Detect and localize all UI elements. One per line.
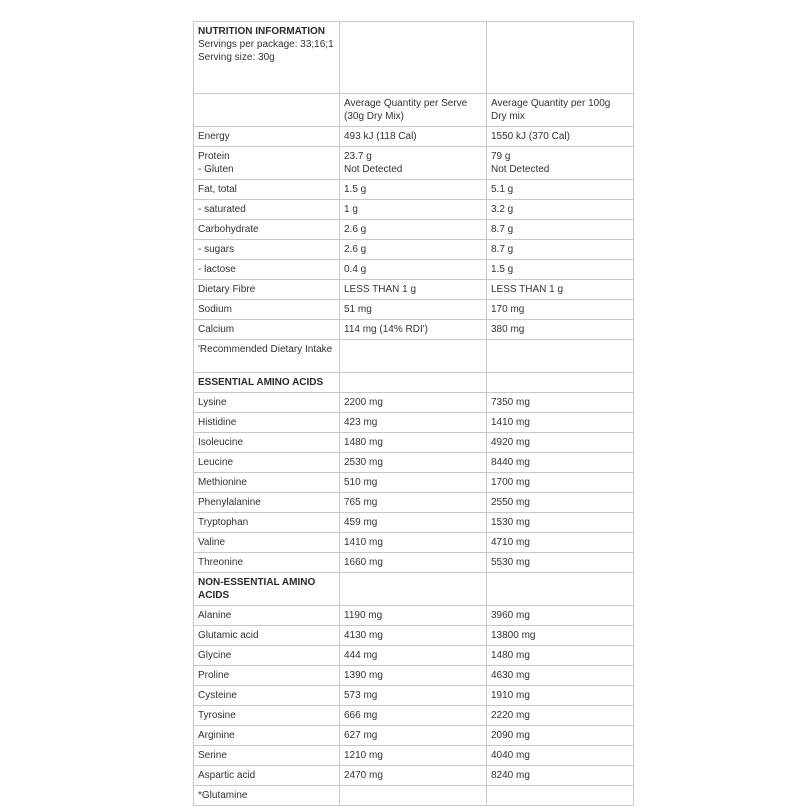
- row-label: Methionine: [194, 473, 340, 493]
- per-100g-value: 5530 mg: [487, 553, 634, 573]
- per-100g-value: 8.7 g: [487, 220, 634, 240]
- per-serve-value: LESS THAN 1 g: [340, 280, 487, 300]
- table-row: [194, 706, 634, 726]
- empty-cell: [340, 786, 487, 806]
- rdi-note-row: [194, 340, 634, 373]
- row-label: Threonine: [194, 553, 340, 573]
- per-serve-value: 510 mg: [340, 473, 487, 493]
- per-100g-value: 4710 mg: [487, 533, 634, 553]
- table-row: [194, 746, 634, 766]
- column-header-row: [194, 94, 634, 127]
- per-100g-value: 4630 mg: [487, 666, 634, 686]
- table-row: [194, 220, 634, 240]
- per-serve-value: 2200 mg: [340, 393, 487, 413]
- per-100g-value: 1410 mg: [487, 413, 634, 433]
- row-label: Tyrosine: [194, 706, 340, 726]
- glutamine-note: *Glutamine: [194, 786, 340, 806]
- row-label: Glutamic acid: [194, 626, 340, 646]
- rdi-note: 'Recommended Dietary Intake: [194, 340, 340, 373]
- empty-cell: [194, 94, 340, 127]
- per-100g-value: 1480 mg: [487, 646, 634, 666]
- table-row: [194, 626, 634, 646]
- row-label: - sugars: [194, 240, 340, 260]
- table-row: [194, 553, 634, 573]
- per-100g-value: 1910 mg: [487, 686, 634, 706]
- row-label: Protein - Gluten: [194, 147, 340, 180]
- non-essential-amino-acids-heading: NON-ESSENTIAL AMINO ACIDS: [194, 573, 340, 606]
- table-row: [194, 413, 634, 433]
- column-header-per-100g: Average Quantity per 100g Dry mix: [487, 94, 634, 127]
- per-100g-value: 13800 mg: [487, 626, 634, 646]
- table-row: [194, 180, 634, 200]
- row-label: - saturated: [194, 200, 340, 220]
- essential-amino-acids-heading: ESSENTIAL AMINO ACIDS: [194, 373, 340, 393]
- empty-cell: [487, 373, 634, 393]
- per-serve-value: 423 mg: [340, 413, 487, 433]
- per-100g-value: 2550 mg: [487, 493, 634, 513]
- table-row: [194, 240, 634, 260]
- row-label: Cysteine: [194, 686, 340, 706]
- per-serve-value: 2.6 g: [340, 220, 487, 240]
- per-serve-value: 1480 mg: [340, 433, 487, 453]
- per-100g-value: 4920 mg: [487, 433, 634, 453]
- per-100g-value: 170 mg: [487, 300, 634, 320]
- non-essential-heading-row: [194, 573, 634, 606]
- row-label: Arginine: [194, 726, 340, 746]
- empty-cell: [487, 786, 634, 806]
- empty-cell: [340, 22, 487, 94]
- row-label: Energy: [194, 127, 340, 147]
- per-100g-value: 1.5 g: [487, 260, 634, 280]
- row-label: Glycine: [194, 646, 340, 666]
- per-serve-value: 1660 mg: [340, 553, 487, 573]
- per-100g-value: 2090 mg: [487, 726, 634, 746]
- empty-cell: [340, 573, 487, 606]
- table-row: [194, 533, 634, 553]
- empty-cell: [340, 373, 487, 393]
- per-serve-value: 2.6 g: [340, 240, 487, 260]
- row-label: Serine: [194, 746, 340, 766]
- per-100g-value: 1530 mg: [487, 513, 634, 533]
- row-label: Histidine: [194, 413, 340, 433]
- row-label: Isoleucine: [194, 433, 340, 453]
- per-serve-value: 666 mg: [340, 706, 487, 726]
- glutamine-note-row: [194, 786, 634, 806]
- per-100g-value: LESS THAN 1 g: [487, 280, 634, 300]
- empty-cell: [487, 22, 634, 94]
- empty-cell: [487, 573, 634, 606]
- per-serve-value: 1 g: [340, 200, 487, 220]
- essential-amino-acids-section: [194, 393, 634, 573]
- per-100g-value: 7350 mg: [487, 393, 634, 413]
- table-row: [194, 666, 634, 686]
- per-serve-value: 1190 mg: [340, 606, 487, 626]
- per-100g-value: 5.1 g: [487, 180, 634, 200]
- empty-cell: [340, 340, 487, 373]
- row-label: Calcium: [194, 320, 340, 340]
- row-label: Valine: [194, 533, 340, 553]
- table-row: [194, 726, 634, 746]
- table-row: [194, 260, 634, 280]
- table-row: [194, 493, 634, 513]
- nutrition-title: NUTRITION INFORMATION: [198, 26, 326, 37]
- per-100g-value: 3.2 g: [487, 200, 634, 220]
- per-serve-value: 0.4 g: [340, 260, 487, 280]
- per-100g-value: 1700 mg: [487, 473, 634, 493]
- per-serve-value: 459 mg: [340, 513, 487, 533]
- per-serve-value: 1390 mg: [340, 666, 487, 686]
- row-label: Tryptophan: [194, 513, 340, 533]
- per-100g-value: 3960 mg: [487, 606, 634, 626]
- empty-cell: [487, 340, 634, 373]
- non-essential-amino-acids-section: [194, 606, 634, 786]
- table-row: [194, 300, 634, 320]
- per-100g-value: 8.7 g: [487, 240, 634, 260]
- table-row: [194, 646, 634, 666]
- table-row: [194, 686, 634, 706]
- table-row: [194, 766, 634, 786]
- per-serve-value: 114 mg (14% RDI'): [340, 320, 487, 340]
- row-label: Phenylalanine: [194, 493, 340, 513]
- column-header-per-serve: Average Quantity per Serve (30g Dry Mix): [340, 94, 487, 127]
- row-label: Leucine: [194, 453, 340, 473]
- essential-heading-row: [194, 373, 634, 393]
- row-label: Dietary Fibre: [194, 280, 340, 300]
- per-100g-value: 8440 mg: [487, 453, 634, 473]
- per-100g-value: 1550 kJ (370 Cal): [487, 127, 634, 147]
- per-serve-value: 493 kJ (118 Cal): [340, 127, 487, 147]
- row-label: Carbohydrate: [194, 220, 340, 240]
- per-serve-value: 573 mg: [340, 686, 487, 706]
- row-label: Proline: [194, 666, 340, 686]
- table-header-row: [194, 22, 634, 94]
- row-label: Alanine: [194, 606, 340, 626]
- table-row: [194, 473, 634, 493]
- table-row: [194, 606, 634, 626]
- per-serve-value: 51 mg: [340, 300, 487, 320]
- row-label: Fat, total: [194, 180, 340, 200]
- table-row: [194, 320, 634, 340]
- nutrition-table: [193, 21, 634, 806]
- per-serve-value: 1210 mg: [340, 746, 487, 766]
- per-serve-value: 2530 mg: [340, 453, 487, 473]
- table-row: [194, 393, 634, 413]
- per-serve-value: 627 mg: [340, 726, 487, 746]
- per-serve-value: 765 mg: [340, 493, 487, 513]
- per-serve-value: 2470 mg: [340, 766, 487, 786]
- table-row: [194, 453, 634, 473]
- per-100g-value: 79 g Not Detected: [487, 147, 634, 180]
- row-label: - lactose: [194, 260, 340, 280]
- table-row: [194, 433, 634, 453]
- table-row: [194, 513, 634, 533]
- servings-per-package: Servings per package: 33;16;1: [198, 39, 334, 50]
- per-serve-value: 23.7 g Not Detected: [340, 147, 487, 180]
- serving-size: Serving size: 30g: [198, 52, 275, 63]
- row-label: Lysine: [194, 393, 340, 413]
- per-serve-value: 4130 mg: [340, 626, 487, 646]
- header-cell: [194, 22, 340, 94]
- per-serve-value: 1.5 g: [340, 180, 487, 200]
- per-100g-value: 2220 mg: [487, 706, 634, 726]
- per-100g-value: 4040 mg: [487, 746, 634, 766]
- table-row: [194, 280, 634, 300]
- per-serve-value: 1410 mg: [340, 533, 487, 553]
- per-100g-value: 8240 mg: [487, 766, 634, 786]
- per-serve-value: 444 mg: [340, 646, 487, 666]
- row-label: Aspartic acid: [194, 766, 340, 786]
- row-label: Sodium: [194, 300, 340, 320]
- table-row: [194, 200, 634, 220]
- table-row: [194, 127, 634, 147]
- per-100g-value: 380 mg: [487, 320, 634, 340]
- table-row: [194, 147, 634, 180]
- nutrients-section: [194, 127, 634, 340]
